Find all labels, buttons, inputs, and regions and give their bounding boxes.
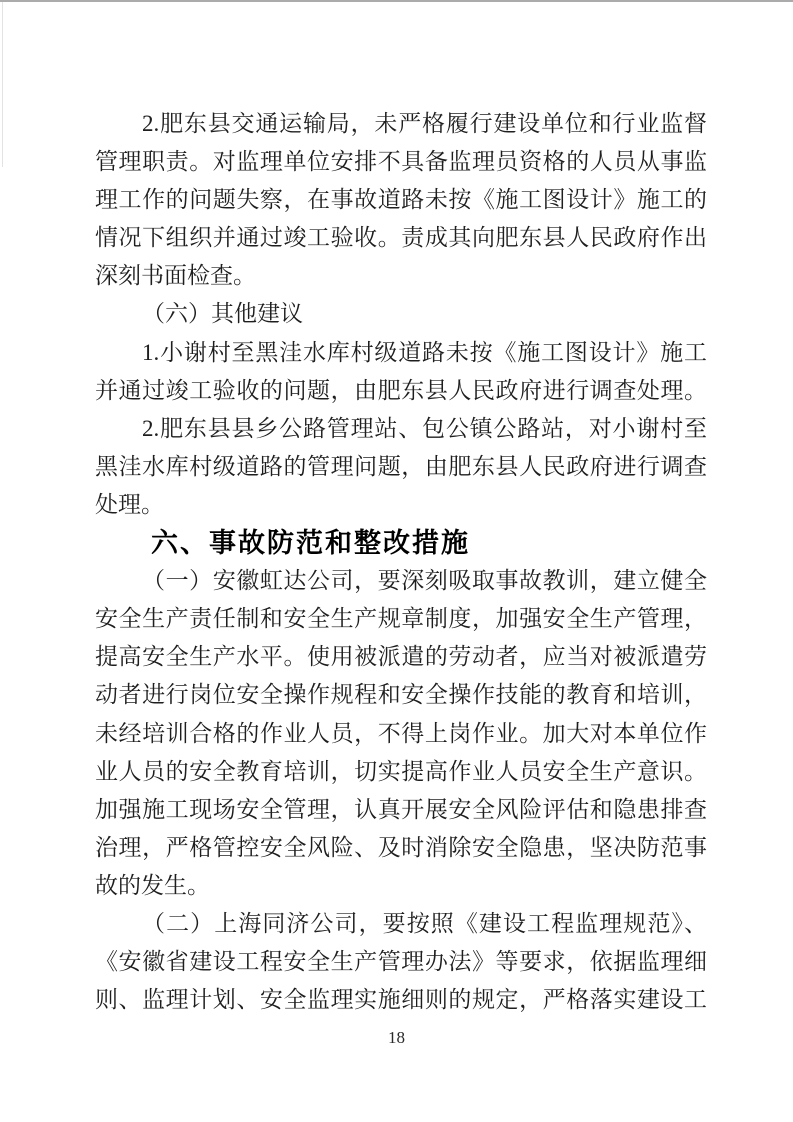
- text-line: 管理职责。对监理单位安排不具备监理员资格的人员从事监: [95, 149, 707, 175]
- text-line: 2.肥东县县乡公路管理站、包公镇公路站，对小谢村至: [142, 415, 707, 441]
- text-line: 黑洼水库村级道路的管理问题，由肥东县人民政府进行调查: [95, 453, 707, 479]
- section-heading: 六、事故防范和整改措施: [151, 528, 470, 559]
- text-line: 故的发生。: [95, 872, 210, 898]
- text-line: 提高安全生产水平。使用被派遣的劳动者，应当对被派遣劳: [95, 644, 707, 670]
- text-line: 1.小谢村至黑洼水库村级道路未按《施工图设计》施工: [142, 339, 707, 365]
- text-line: 业人员的安全教育培训，切实提高作业人员安全生产意识。: [95, 758, 707, 784]
- text-line: 治理，严格管控安全风险、及时消除安全隐患，坚决防范事: [95, 834, 707, 860]
- text-line: 2.肥东县交通运输局，未严格履行建设单位和行业监督: [142, 111, 707, 136]
- text-line: 加强施工现场安全管理，认真开展安全风险评估和隐患排查: [95, 796, 707, 822]
- text-line: 处理。: [95, 491, 164, 517]
- text-line: 动者进行岗位安全操作规程和安全操作技能的教育和培训，: [95, 682, 707, 708]
- text-line: （二）上海同济公司，要按照《建设工程监理规范》、: [142, 910, 707, 936]
- text-line: 理工作的问题失察，在事故道路未按《施工图设计》施工的: [95, 187, 707, 213]
- document-body: [95, 105, 707, 1019]
- text-line: （一）安徽虹达公司，要深刻吸取事故教训，建立健全: [142, 568, 707, 594]
- text-line: 深刻书面检查。: [95, 263, 256, 289]
- page-number: 18: [388, 1028, 405, 1047]
- text-line: 情况下组织并通过竣工验收。责成其向肥东县人民政府作出: [95, 225, 707, 251]
- text-line: 未经培训合格的作业人员，不得上岗作业。加大对本单位作: [95, 720, 707, 746]
- text-line: 则、监理计划、安全监理实施细则的规定，严格落实建设工: [95, 987, 707, 1013]
- text-line: 并通过竣工验收的问题，由肥东县人民政府进行调查处理。: [95, 377, 707, 403]
- text-line: 《安徽省建设工程安全生产管理办法》等要求，依据监理细: [95, 949, 707, 975]
- text-line: （六）其他建议: [142, 301, 303, 327]
- text-line: 安全生产责任制和安全生产规章制度，加强安全生产管理，: [95, 606, 707, 632]
- scan-edge-artifact: [2, 2, 3, 167]
